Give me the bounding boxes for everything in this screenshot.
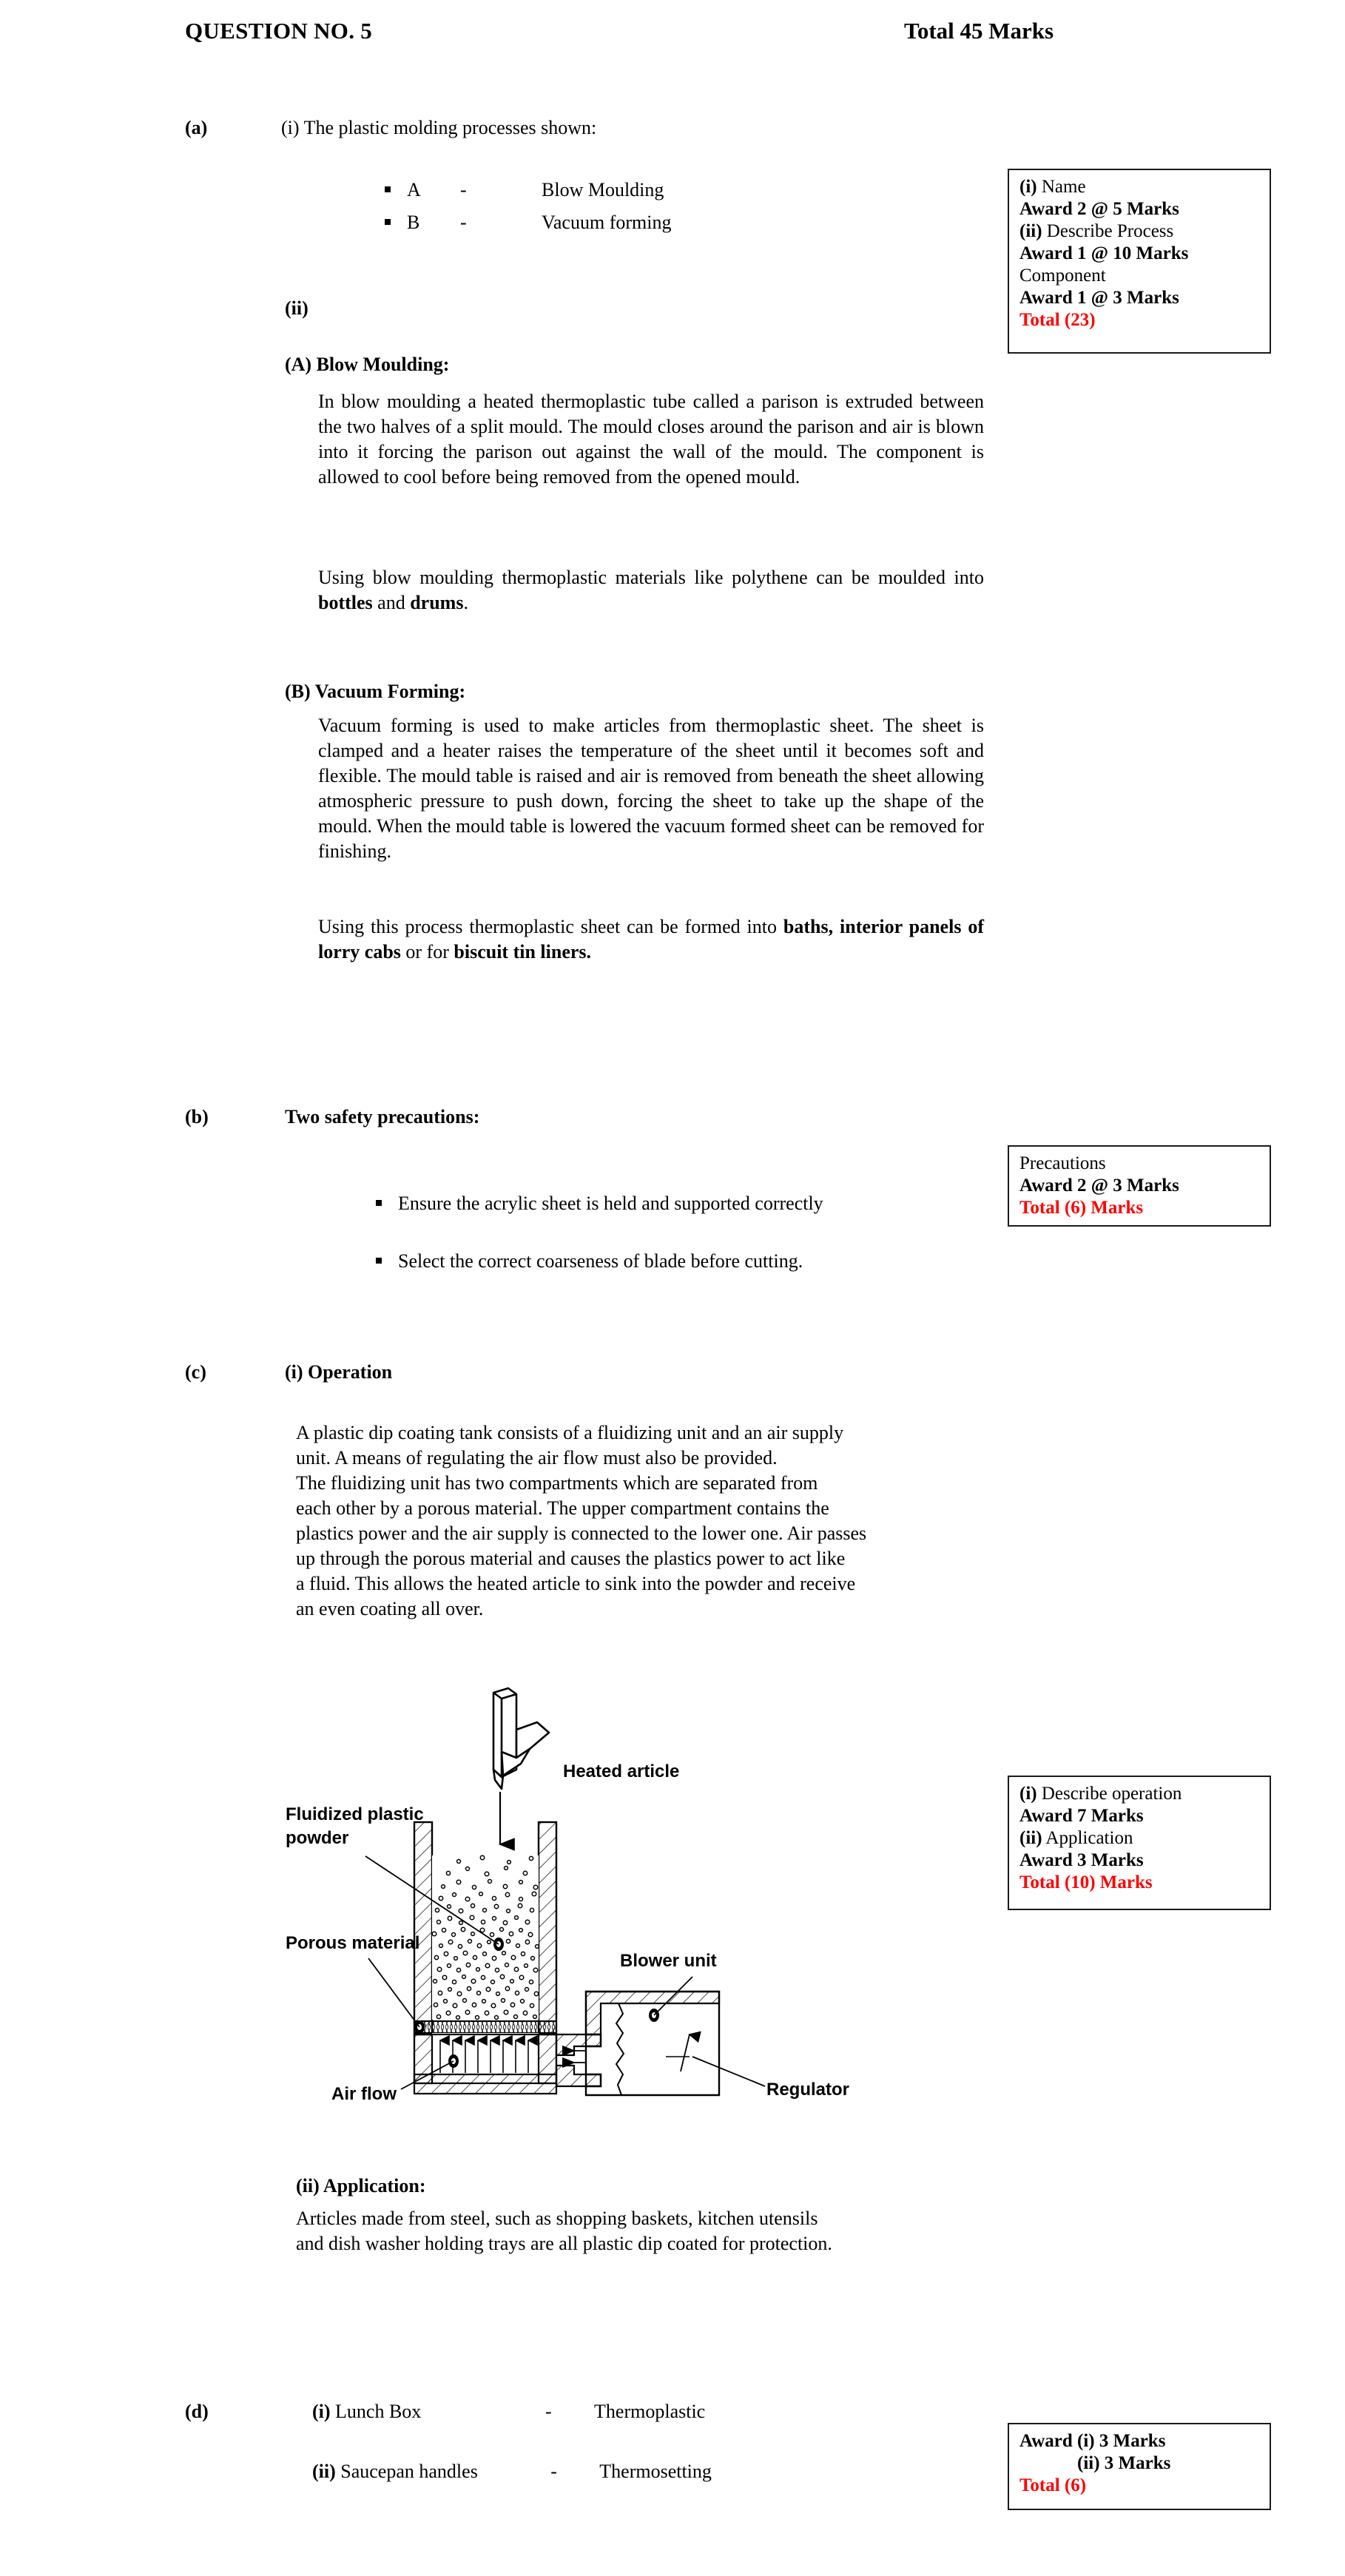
- fluidized-powder-label-line1: Fluidized plastic: [286, 1804, 424, 1824]
- precaution-text: Ensure the acrylic sheet is held and supported correctly: [398, 1193, 823, 1214]
- marks-box-b: [1008, 1145, 1271, 1227]
- section-b-heading: Two safety precautions:: [285, 1106, 480, 1127]
- blow-moulding-body2-end: .: [463, 592, 468, 613]
- list-item: [385, 179, 664, 201]
- material-row-item: Lunch Box: [335, 2401, 422, 2422]
- material-row-num: (i): [312, 2401, 331, 2422]
- fluidized-powder-label-line2: powder: [286, 1828, 349, 1848]
- vacuum-forming-body: [318, 713, 984, 864]
- marks-a-line-4: Award 1 @ 10 Marks: [1019, 243, 1189, 263]
- blow-moulding-product-2: drums: [410, 592, 464, 613]
- marks-d-total: Total (6): [1019, 2475, 1087, 2495]
- heated-article-label: Heated article: [563, 1761, 680, 1781]
- heated-article-icon: [493, 1688, 549, 1789]
- application-heading: (ii) Application:: [296, 2175, 426, 2196]
- marks-b-total: Total (6) Marks: [1019, 1198, 1144, 1218]
- air-flow-label: Air flow: [331, 2084, 397, 2101]
- blow-moulding-body-2: [318, 565, 984, 616]
- list-item: [376, 1250, 803, 1272]
- marks-c-line-1-text: Describe operation: [1036, 1784, 1182, 1804]
- marks-c-line-3-text: Application: [1042, 1828, 1133, 1848]
- marks-a-line-3-text: Describe Process: [1042, 221, 1174, 241]
- marks-d-line-1: Award (i) 3 Marks: [1019, 2431, 1166, 2451]
- operation-line: a fluid. This allows the heated article to sink into the powder and receive: [296, 1573, 856, 1594]
- vacuum-forming-product-1: baths, interior panels of lorry cabs: [318, 916, 984, 962]
- tank-left-wall: [414, 1822, 432, 2034]
- marks-d-line-2: (ii) 3 Marks: [1077, 2453, 1171, 2473]
- tank-right-wall: [539, 1822, 556, 2034]
- square-bullet-icon: [376, 1200, 382, 1206]
- vacuum-forming-body-2: [318, 914, 984, 965]
- marks-a-total: Total (23): [1019, 310, 1096, 330]
- square-bullet-icon: [385, 219, 391, 225]
- section-c-heading: (i) Operation: [285, 1361, 393, 1383]
- vacuum-forming-body-text: Vacuum forming is used to make articles from thermoplastic sheet. The sheet is clamped and a heater raises the temperature of the sheet until it becomes soft and flexible. The mould table is raised and air is removed from beneath the sheet allowing atmospheric pressure to push down, forcing the sheet to take up the shape of the mould. When the mould table is lowered the vacuum formed sheet can be removed for finishing.: [318, 715, 984, 862]
- process-key: A: [407, 179, 421, 200]
- precaution-text: Select the correct coarseness of blade before cutting.: [398, 1250, 803, 1272]
- porous-material-label: Porous material: [286, 1933, 420, 1953]
- dip-coating-tank-diagram: [281, 1687, 977, 2101]
- blower-unit-body: [586, 1992, 719, 2095]
- marks-a-line-3: [1019, 220, 1270, 243]
- process-dash: -: [460, 179, 467, 200]
- material-row-value: Thermoplastic: [594, 2401, 706, 2422]
- vacuum-forming-product-2: biscuit tin liners.: [454, 941, 592, 962]
- application-body: [296, 2206, 1043, 2256]
- process-value: Blow Moulding: [542, 179, 664, 200]
- material-row-num: (ii): [312, 2461, 336, 2482]
- marks-box-a: [1008, 169, 1271, 354]
- blow-moulding-body: [318, 389, 984, 490]
- list-item: [376, 1193, 823, 1215]
- marks-c-line-4: Award 3 Marks: [1019, 1850, 1144, 1870]
- material-row-item: Saucepan handles: [340, 2461, 478, 2482]
- blower-unit-label: Blower unit: [620, 1951, 717, 1971]
- vacuum-forming-body2-pre: Using this process thermoplastic sheet can be formed into: [318, 916, 783, 937]
- blow-moulding-body2-mid: and: [372, 592, 411, 613]
- operation-line: unit. A means of regulating the air flow must also be provided.: [296, 1447, 778, 1469]
- marks-c-total: Total (10) Marks: [1019, 1872, 1153, 1892]
- marks-c-line-1-num: (i): [1019, 1784, 1037, 1804]
- marks-a-line-2: Award 2 @ 5 Marks: [1019, 199, 1179, 219]
- marks-b-line-2: Award 2 @ 3 Marks: [1019, 1176, 1179, 1196]
- blow-moulding-body-text: In blow moulding a heated thermoplastic tube called a parison is extruded between the two halves of a split mould. The mould closes around the parison and air is blown into it forcing the parison out against the wall of the mould. The component is allowed to cool before being removed from the opened mould.: [318, 391, 984, 488]
- operation-line: The fluidizing unit has two compartments which are separated from: [296, 1472, 818, 1494]
- section-b-label: (b): [185, 1106, 209, 1127]
- section-a-label: (a): [185, 117, 208, 138]
- marks-box-d: [1008, 2423, 1271, 2510]
- process-dash: -: [460, 212, 467, 233]
- operation-line: A plastic dip coating tank consists of a fluidizing unit and an air supply: [296, 1422, 844, 1443]
- square-bullet-icon: [376, 1258, 382, 1264]
- marks-a-line-1: [1019, 176, 1270, 198]
- application-line: and dish washer holding trays are all plastic dip coated for protection.: [296, 2233, 832, 2254]
- regulator-label: Regulator: [766, 2080, 850, 2100]
- porous-material-layer: [414, 2021, 556, 2033]
- marks-c-line-3-num: (ii): [1019, 1828, 1042, 1848]
- section-c-label: (c): [185, 1361, 206, 1383]
- section-a-intro: (i) The plastic molding processes shown:: [281, 117, 597, 138]
- material-row-value: Thermosetting: [599, 2461, 712, 2482]
- marks-c-line-2: Award 7 Marks: [1019, 1806, 1144, 1826]
- material-row: [312, 2401, 705, 2423]
- blow-moulding-heading: (A) Blow Moulding:: [285, 354, 450, 375]
- material-row-dash: -: [545, 2401, 552, 2422]
- process-value: Vacuum forming: [542, 212, 672, 233]
- blow-moulding-product-1: bottles: [318, 592, 373, 613]
- marks-a-line-5: Component: [1019, 266, 1106, 286]
- marks-c-line-3: [1019, 1827, 1270, 1850]
- operation-line: plastics power and the air supply is connected to the lower one. Air passes: [296, 1523, 867, 1544]
- vacuum-forming-heading: (B) Vacuum Forming:: [285, 681, 466, 702]
- marks-a-line-1-text: Name: [1036, 177, 1086, 197]
- material-row: [312, 2461, 712, 2483]
- process-key: B: [407, 212, 420, 233]
- marks-c-line-1: [1019, 1783, 1270, 1805]
- section-a-sub-label: (ii): [285, 297, 309, 319]
- tank-base: [414, 2074, 556, 2094]
- marks-a-line-6: Award 1 @ 3 Marks: [1019, 288, 1179, 308]
- marks-box-c: [1008, 1776, 1271, 1910]
- square-bullet-icon: [385, 186, 391, 192]
- application-line: Articles made from steel, such as shopping baskets, kitchen utensils: [296, 2208, 818, 2229]
- operation-line: up through the porous material and causes the plastics power to act like: [296, 1548, 846, 1569]
- operation-line: an even coating all over.: [296, 1598, 484, 1619]
- operation-body: [296, 1420, 1043, 1622]
- marks-a-line-3-num: (ii): [1019, 221, 1042, 241]
- operation-line: each other by a porous material. The upper compartment contains the: [296, 1497, 829, 1519]
- blow-moulding-body2-pre: Using blow moulding thermoplastic materials like polythene can be moulded into: [318, 567, 984, 588]
- list-item: [385, 212, 671, 234]
- vacuum-forming-body2-mid: or for: [400, 941, 454, 962]
- material-row-dash: -: [550, 2461, 557, 2482]
- marks-b-line-1: Precautions: [1019, 1153, 1106, 1173]
- section-d-label: (d): [185, 2401, 209, 2422]
- total-marks-heading: Total 45 Marks: [904, 18, 1054, 44]
- air-duct: [556, 2034, 586, 2086]
- page-title: QUESTION NO. 5: [185, 18, 373, 44]
- marks-a-line-1-num: (i): [1019, 177, 1037, 197]
